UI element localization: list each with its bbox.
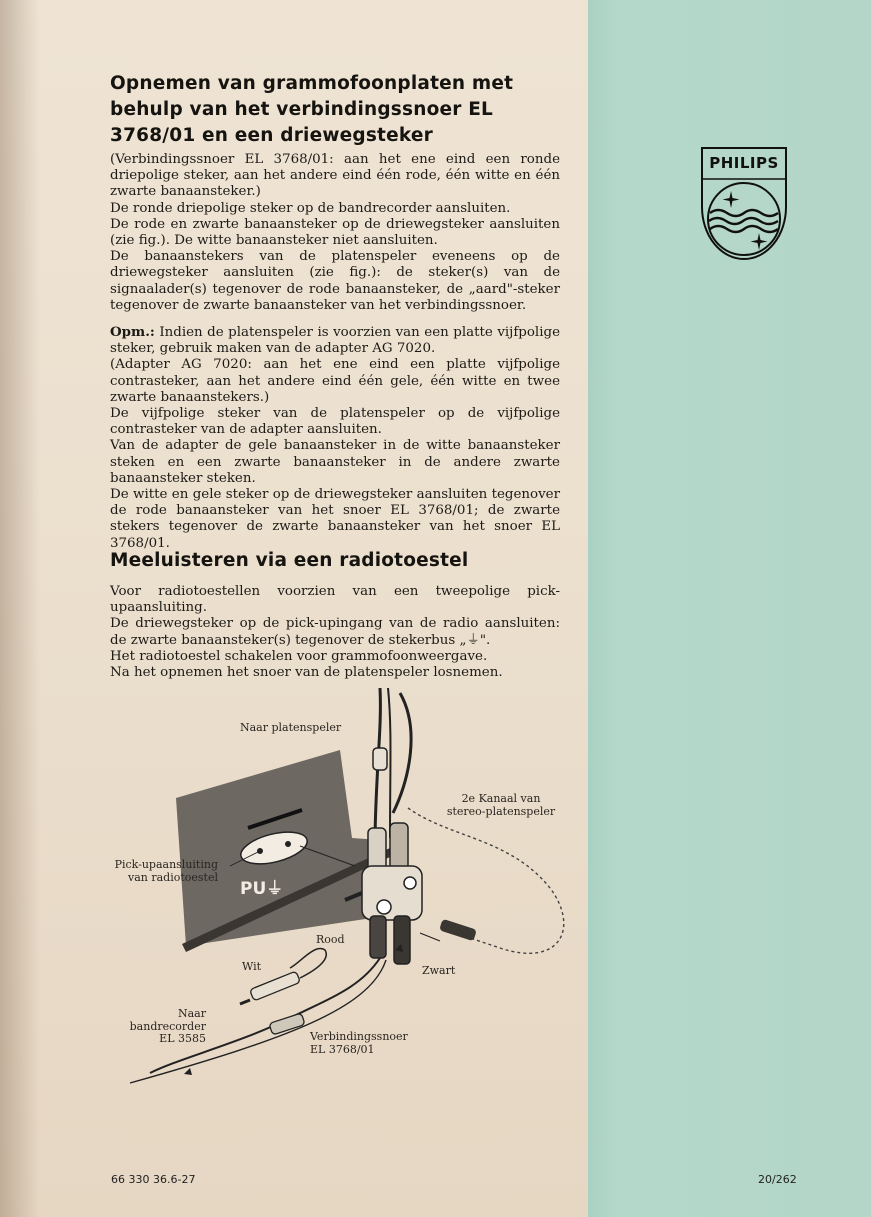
- label-line: 2e Kanaal van: [461, 792, 541, 805]
- label-line: Pick-upaansluiting: [114, 858, 218, 871]
- philips-logo: [699, 145, 789, 263]
- paragraph: (Verbindingssnoer EL 3768/01: aan het ene eind een ronde driepolige steker, aan het andere eind één rode, één witte en één zwarte banaansteker.): [110, 152, 560, 200]
- paragraph: De vijfpolige steker van de platenspeler op de vijfpolige contrasteker van de adapter aansluiten.: [110, 406, 560, 438]
- paragraph: Voor radiotoestellen voorzien van een tweepolige pick-upaansluiting.: [110, 584, 560, 616]
- label-zwart: Zwart: [422, 964, 456, 977]
- label-wit: Wit: [242, 960, 262, 973]
- label-line: EL 3768/01: [310, 1042, 375, 1056]
- label-line: bandrecorder: [129, 1019, 206, 1033]
- section-radio: [110, 584, 560, 681]
- opm-label: Opm.:: [110, 324, 155, 340]
- paragraph: De witte en gele steker op de driewegsteker aansluiten tegenover de rode banaansteker van het snoer EL 3768/01; de zwarte stekers tegenover de zwarte banaansteker van het snoer EL 3768/01.: [110, 487, 560, 551]
- label-line: van radiotoestel: [128, 870, 218, 884]
- label-pickup-aansluiting: [90, 859, 218, 884]
- label-line: stereo-platenspeler: [446, 804, 556, 818]
- label-rood: Rood: [316, 933, 345, 946]
- philips-logo-word: PHILIPS: [709, 154, 779, 172]
- section-heading-radio: Meeluisteren via een radiotoestel: [110, 550, 469, 571]
- section-verbindingssnoer: [110, 152, 560, 314]
- paragraph: De driewegsteker op de pick-upingang van de radio aansluiten: de zwarte banaansteker(s) tegenover de stekerbus „⏚".: [110, 616, 560, 648]
- label-bandrecorder: [110, 1008, 206, 1046]
- label-line: EL 3585: [159, 1032, 206, 1045]
- label-naar-platenspeler: Naar platenspeler: [240, 721, 342, 734]
- opm-paragraph: [110, 324, 560, 357]
- label-line: Naar: [178, 1007, 206, 1020]
- connection-diagram: [90, 688, 570, 1112]
- section-opmerking: [110, 324, 560, 552]
- label-verbindingssnoer: [310, 1031, 408, 1056]
- paragraph: (Adapter AG 7020: aan het ene eind een platte vijfpolige contrasteker, aan het andere eind één gele, één witte en twee zwarte banaanstekers.): [110, 357, 560, 405]
- driewegsteker: [362, 866, 422, 920]
- footer-right-code: 20/262: [758, 1173, 797, 1186]
- paragraph: Het radiotoestel schakelen voor grammofoonweergave.: [110, 648, 488, 664]
- paragraph: De rode en zwarte banaansteker op de driewegsteker aansluiten (zie fig.). De witte banaansteker niet aansluiten.: [110, 216, 560, 249]
- footer-left-code: 66 330 36.6-27: [111, 1173, 196, 1186]
- opm-text: Indien de platenspeler is voorzien van een platte vijfpolige steker, gebruik maken van de adapter AG 7020.: [110, 325, 560, 357]
- paragraph: Van de adapter de gele banaansteker in de witte banaansteker steken en een zwarte banaansteker in de andere zwarte banaansteker steken.: [110, 438, 560, 486]
- paragraph: De ronde driepolige steker op de bandrecorder aansluiten.: [110, 200, 511, 216]
- label-line: Verbindingssnoer: [310, 1030, 408, 1043]
- paragraph: De banaanstekers van de platenspeler eveneens op de driewegsteker aansluiten (zie fig.): de steker(s) van de signaalader(s) tegenover de rode banaansteker, de „aard"-steker tegenover de zwarte banaansteker van het verbindingssnoer.: [110, 249, 560, 313]
- pu-mark: PU⏚: [240, 879, 284, 899]
- page-title: Opnemen van grammofoonplaten met behulp van het verbindingssnoer EL 3768/01 en een driewegsteker: [110, 73, 514, 146]
- paragraph: Na het opnemen het snoer van de platenspeler losnemen.: [110, 665, 503, 681]
- label-2e-kanaal: [436, 793, 566, 818]
